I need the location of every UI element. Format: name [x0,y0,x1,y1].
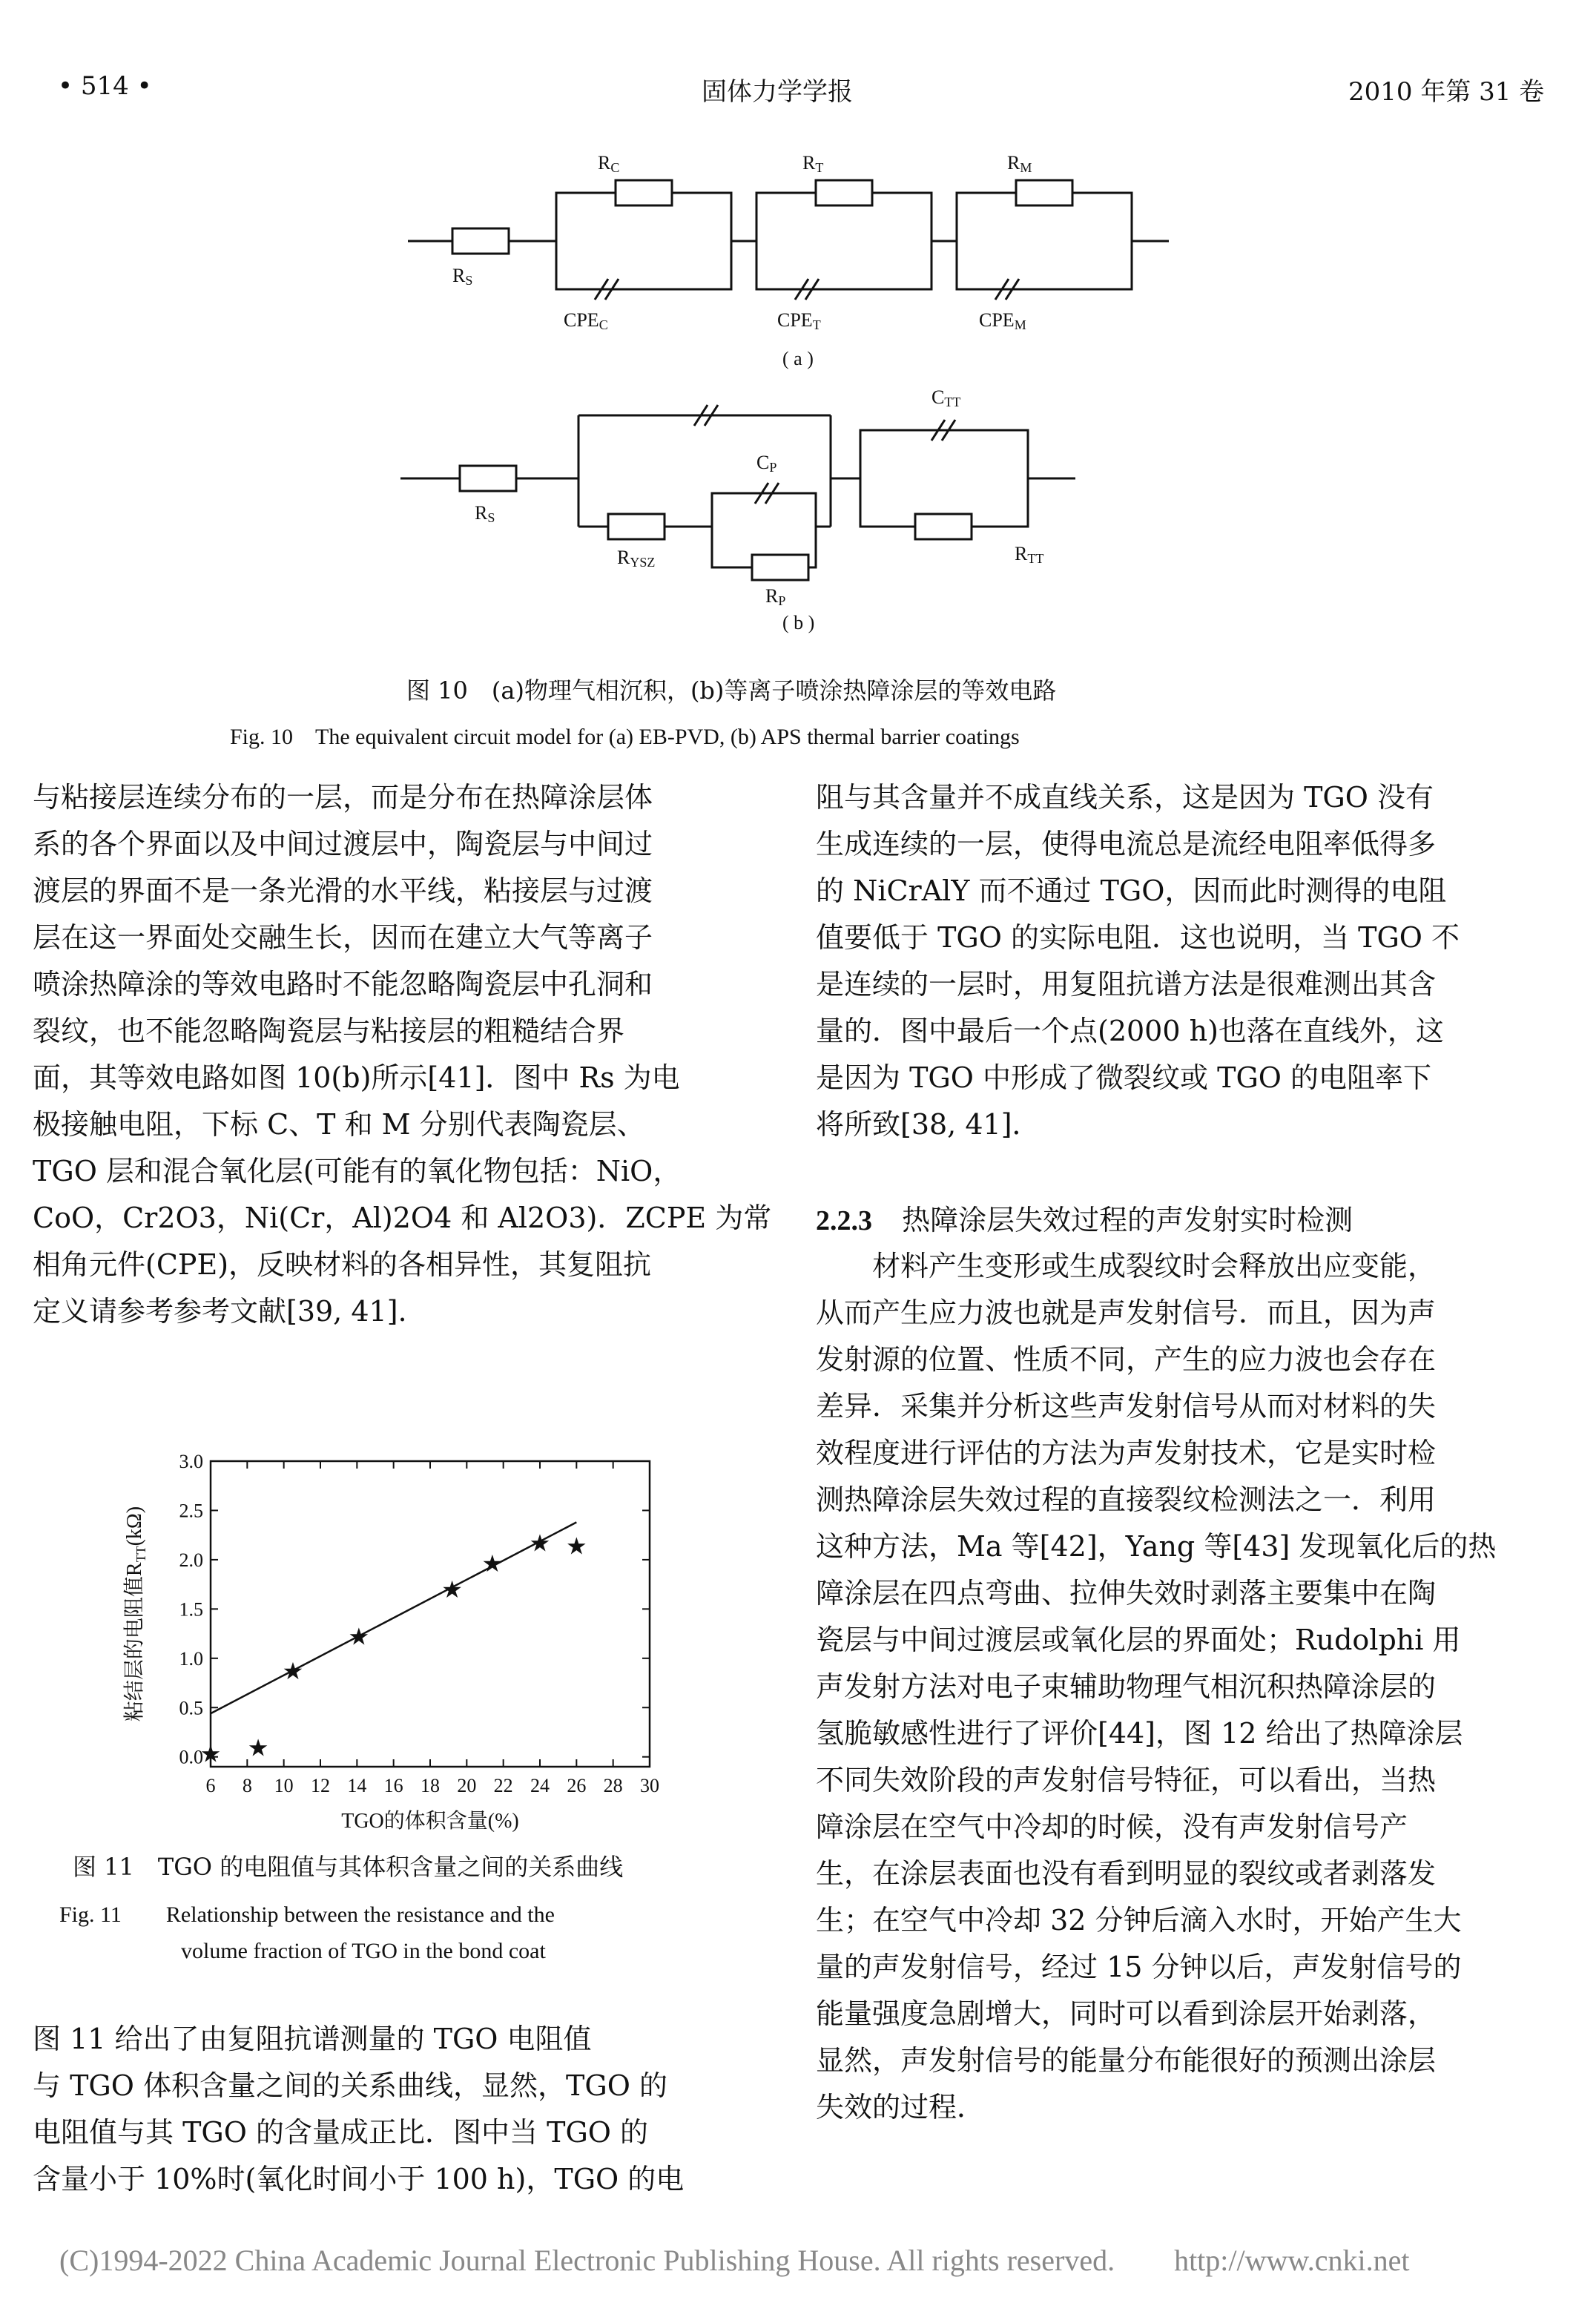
text-line: 测热障涂层失效过程的直接裂纹检测法之一．利用 [816,1483,1437,1516]
fit-line [211,1522,576,1713]
text-line: 与 TGO 体积含量之间的关系曲线，显然，TGO 的 [33,2069,667,2102]
label-ctt-sub: TT [944,395,961,409]
fig11-caption-cn: 图 11 TGO 的电阻值与其体积含量之间的关系曲线 [73,1853,624,1881]
label-rp-sub: P [778,593,786,608]
y-tick-label: 2.0 [179,1549,203,1571]
label-rt-sub: T [815,160,824,175]
text-line: 氢脆敏感性进行了评价[44]，图 12 给出了热障涂层 [816,1717,1463,1750]
y-axis-label-main: 粘结层的电阻值R [123,1562,146,1722]
label-rm: R [1007,152,1020,174]
y-tick-label: 1.5 [179,1598,203,1621]
data-point-star: ★ [247,1734,269,1762]
svg-text:RM [1007,152,1032,175]
data-point-star: ★ [481,1550,504,1578]
section-number: 2.2.3 [816,1205,872,1236]
label-cpet: CPE [777,309,813,331]
text-line: 裂纹，也不能忽略陶瓷层与粘接层的粗糙结合界 [33,1015,625,1047]
text-line: 量的声发射信号，经过 15 分钟以后，声发射信号的 [816,1951,1462,1983]
y-axis-label [122,1506,148,1721]
x-tick-label: 6 [205,1775,216,1796]
text-line: CoO，Cr2O3，Ni(Cr，Al)2O4 和 Al2O3)．ZCPE 为常 [33,1202,772,1234]
svg-text:RC [598,152,619,175]
label-rtt: R [1015,543,1028,564]
label-rc-sub: C [610,160,620,175]
text-line: 发射源的位置、性质不同，产生的应力波也会存在 [816,1343,1437,1376]
text-line: 声发射方法对电子束辅助物理气相沉积热障涂层的 [816,1670,1437,1703]
label-rc: R [598,152,611,174]
x-tick-label: 12 [311,1775,330,1796]
label-ctt: C [931,386,945,408]
text-line: 与粘接层连续分布的一层，而是分布在热障涂层体 [33,781,653,814]
svg-text:RTT [1015,543,1043,566]
svg-text:CTT [931,386,960,409]
text-line: 含量小于 10%时(氧化时间小于 100 h)，TGO 的电 [33,2163,685,2195]
svg-text:RT [802,152,823,175]
text-line: 定义请参考参考文献[39, 41]. [33,1295,407,1328]
data-point-star: ★ [565,1532,587,1560]
label-rysz-sub: YSZ [630,555,656,570]
text-line: 生成连续的一层，使得电流总是流经电阻率低得多 [816,828,1437,860]
x-tick-label: 26 [567,1775,587,1796]
fig10b-circuit [386,386,1216,638]
label-cpem: CPE [979,309,1015,331]
right-column-top [816,774,1565,1148]
y-tick-label: 0.0 [179,1746,203,1768]
text-line: 不同失效阶段的声发射信号特征，可以看出，当热 [816,1764,1437,1796]
text-line: 渡层的界面不是一条光滑的水平线，粘接层与过渡 [33,874,653,907]
text-line: 生，在涂层表面也没有看到明显的裂纹或者剥落发 [816,1857,1437,1890]
text-line: 将所致[38, 41]． [816,1108,1041,1141]
svg-text:RS [475,502,495,525]
label-cpec-sub: C [598,317,608,332]
svg-text:CPEM [979,309,1026,332]
fig10-caption-cn: 图 10 (a)物理气相沉积，(b)等离子喷涂热障涂层的等效电路 [406,676,1057,705]
label-rysz: R [617,547,630,568]
copyright-footer: (C)1994-2022 China Academic Journal Electronic Publishing House. All rights reserved. http://www.cnki.net [59,2244,1410,2277]
fig11-chart [111,1439,675,1839]
text-line: 是因为 TGO 中形成了微裂纹或 TGO 的电阻率下 [816,1061,1432,1094]
section-title: 热障涂层失效过程的声发射实时检测 [902,1204,1353,1236]
text-line: 极接触电阻，下标 C、T 和 M 分别代表陶瓷层、 [33,1108,645,1141]
label-rt: R [802,152,816,174]
svg-text:RS [452,265,472,288]
text-line: 喷涂热障涂的等效电路时不能忽略陶瓷层中孔洞和 [33,968,653,1001]
left-column-bottom [33,2016,774,2203]
x-tick-label: 24 [530,1775,550,1796]
text-line: 阻与其含量并不成直线关系，这是因为 TGO 没有 [816,781,1434,814]
x-tick-label: 14 [347,1775,367,1796]
fig11-caption-en-2: volume fraction of TGO in the bond coat [181,1939,546,1963]
text-line: 障涂层在空气中冷却的时候，没有声发射信号产 [816,1810,1408,1843]
label-cpem-sub: M [1014,317,1026,332]
text-line: 生；在空气中冷却 32 分钟后滴入水时，开始产生大 [816,1904,1462,1937]
svg-text:CP [756,452,776,475]
data-point-star: ★ [200,1740,222,1767]
svg-text:CPET [777,309,821,332]
label-rtt-sub: TT [1027,551,1044,566]
fig10a-circuit [386,148,1216,371]
text-line: 层在这一界面处交融生长，因而在建立大气等离子 [33,921,653,954]
data-point-star: ★ [529,1529,551,1557]
y-tick-label: 1.0 [179,1647,203,1670]
x-tick-label: 8 [242,1775,252,1796]
text-line: 障涂层在四点弯曲、拉伸失效时剥落主要集中在陶 [816,1577,1437,1609]
fig10a-tag: ( a ) [782,348,814,369]
text-line: 系的各个界面以及中间过渡层中，陶瓷层与中间过 [33,828,653,860]
label-cp: C [756,452,770,473]
x-axis-label: TGO的体积含量(%) [341,1810,519,1833]
text-line: 这种方法，Ma 等[42]，Yang 等[43] 发现氧化后的热 [816,1530,1497,1563]
label-rs-b-sub: S [487,510,495,525]
y-tick-label: 2.5 [179,1500,203,1522]
text-line: 是连续的一层时，用复阻抗谱方法是很难测出其含 [816,968,1437,1001]
text-line: 效程度进行评估的方法为声发射技术，它是实时检 [816,1437,1437,1469]
label-rs-sub: S [465,273,473,288]
x-tick-label: 20 [457,1775,477,1796]
text-line: 材料产生变形或生成裂纹时会释放出应变能， [816,1250,1437,1282]
label-rm-sub: M [1020,160,1032,175]
data-point-star: ★ [441,1575,463,1603]
text-line: 能量强度急剧增大，同时可以看到涂层开始剥落， [816,1997,1437,2030]
text-line: 值要低于 TGO 的实际电阻．这也说明，当 TGO 不 [816,921,1460,954]
data-point-star: ★ [282,1658,304,1685]
x-tick-label: 18 [421,1775,440,1796]
label-rp: R [765,585,779,607]
fig10b-tag: ( b ) [782,612,815,633]
text-line: 的 NiCrAlY 而不通过 TGO，因而此时测得的电阻 [816,874,1447,907]
right-column-bottom [816,1243,1565,2131]
svg-text:RP [765,585,785,608]
text-line: TGO 层和混合氧化层(可能有的氧化物包括：NiO， [33,1155,682,1187]
label-cpet-sub: T [812,317,821,332]
text-line: 显然，声发射信号的能量分布能很好的预测出涂层 [816,2044,1437,2077]
text-line: 量的．图中最后一个点(2000 h)也落在直线外，这 [816,1015,1444,1047]
label-rs-b: R [475,502,488,524]
fig11-caption-en-1: Fig. 11 Relationship between the resistance and the [59,1902,555,1927]
fig10-caption-en: Fig. 10 The equivalent circuit model for (a) EB-PVD, (b) APS thermal barrier coatings [230,725,1020,749]
svg-text:RYSZ [617,547,655,570]
journal-title: 固体力学学报 [702,77,853,107]
plot-frame [211,1461,650,1767]
text-line: 从而产生应力波也就是声发射信号．而且，因为声 [816,1296,1437,1329]
y-tick-label: 0.5 [179,1697,203,1719]
y-axis-label-unit: (kΩ) [123,1506,146,1546]
text-line: 图 11 给出了由复阻抗谱测量的 TGO 电阻值 [33,2023,592,2055]
y-axis-label-sub: TT [133,1546,148,1563]
text-line: 电阻值与其 TGO 的含量成正比．图中当 TGO 的 [33,2116,649,2149]
data-point-star: ★ [348,1623,370,1650]
label-cp-sub: P [769,460,777,475]
volume-info: 2010 年第 31 卷 [1348,77,1545,107]
section-heading [816,1197,1353,1238]
y-tick-label: 3.0 [179,1451,203,1472]
text-line: 瓷层与中间过渡层或氧化层的界面处；Rudolphi 用 [816,1624,1461,1656]
x-tick-label: 10 [274,1775,294,1796]
left-column-top [33,774,774,1335]
x-tick-label: 16 [383,1775,403,1796]
x-tick-label: 30 [640,1775,659,1796]
text-line: 失效的过程． [816,2091,986,2123]
text-line: 差异．采集并分析这些声发射信号从而对材料的失 [816,1390,1437,1423]
text-line: 相角元件(CPE)，反映材料的各相异性，其复阻抗 [33,1248,652,1281]
x-tick-label: 28 [603,1775,623,1796]
x-tick-label: 22 [493,1775,513,1796]
page-number: • 514 • [58,71,152,101]
svg-text:CPEC [564,309,608,332]
text-line: 面，其等效电路如图 10(b)所示[41]．图中 Rs 为电 [33,1061,680,1094]
label-cpec: CPE [564,309,599,331]
label-rs: R [452,265,466,286]
